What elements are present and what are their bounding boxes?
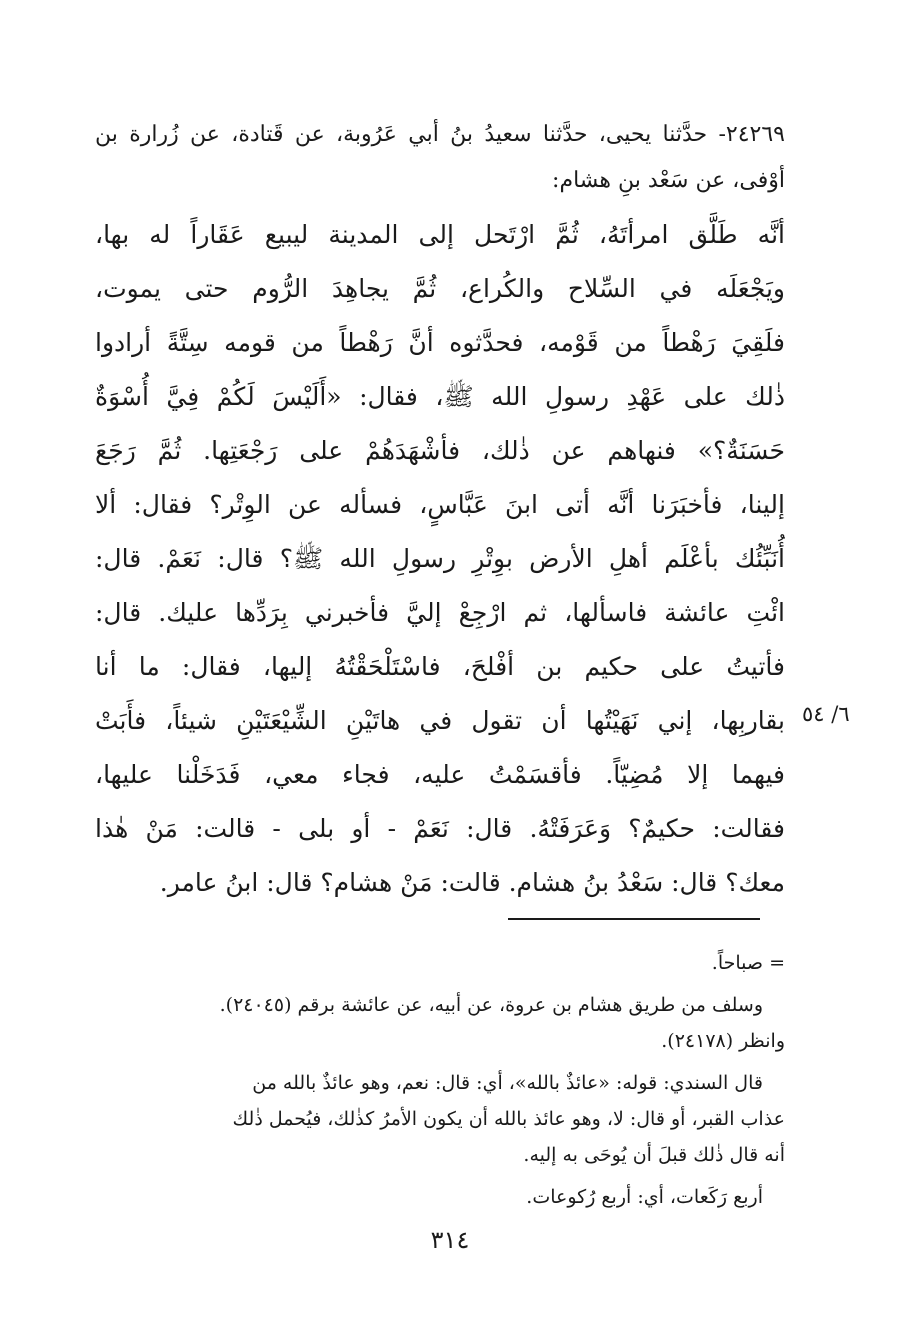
hadith-line: فقالت: حكيمٌ؟ وَعَرَفَتْهُ. قال: نَعَمْ - أو بلى - قالت: مَنْ هٰذا [95,814,785,843]
hadith-line: أُنَبِّئُك بأعْلَم أهلِ الأرض بوِتْرِ رسولِ الله ﷺ؟ قال: نَعَمْ. قال: [95,544,785,573]
hadith-line: معك؟ قال: سَعْدُ بنُ هشام. قالت: مَنْ هشام؟ قال: ابنُ عامر. [159,868,785,897]
footnote [95,1065,785,1173]
hadith-line: فأتيتُ على حكيم بن أفْلحَ، فاسْتَلْحَقْتُهُ إليها، فقال: ما أنا [95,652,785,681]
hadith-line: إلينا، فأخبَرَنا أنَّه أتى ابنَ عَبَّاسٍ، فسأله عن الوِتْر؟ فقال: ألا [95,490,785,519]
hadith-line: ذٰلك على عَهْدِ رسولِ الله ﷺ، فقال: «أَلَيْسَ لَكُمْ فِيَّ أُسْوَةٌ [95,382,785,411]
hadith-text [95,208,785,910]
footnotes [95,945,785,1215]
footnote [95,987,785,1059]
footnote [95,1179,785,1215]
footnote-line: أربع رَكَعات، أي: أربع رُكوعات. [526,1186,763,1208]
hadith-line: ويَجْعَلَه في السِّلاح والكُراع، ثُمَّ يجاهِدَ الرُّوم حتى يموت، [95,274,785,303]
hadith-isnad: ٢٤٢٦٩- حدَّثنا يحيى، حدَّثنا سعيدُ بنُ أبي عَرُوبة، عن قَتادة، عن زُرارة بن أوْفى، عن سَعْد بنِ هشام: [95,122,785,193]
hadith-line: فيهما إلا مُضِيّاً. فأقسَمْتُ عليه، فجاء معي، فَدَخَلْنا عليها، [95,760,785,789]
hadith-line: فلَقِيَ رَهْطاً من قَوْمه، فحدَّثوه أنَّ رَهْطاً من قومه سِتَّةً أرادوا [95,328,785,357]
hadith-line: حَسَنَةٌ؟» فنهاهم عن ذٰلك، فأشْهَدَهُمْ على رَجْعَتِها. ثُمَّ رَجَعَ [95,436,785,465]
footnote-line: قال السندي: قوله: «عائذٌ بالله»، أي: قال: نعم، وهو عائذٌ بالله من [252,1072,763,1094]
footnote-line: وسلف من طريق هشام بن عروة، عن أبيه، عن عائشة برقم (٢٤٠٤٥). [219,994,763,1016]
footnote-line: وانظر (٢٤١٧٨). [661,1030,785,1052]
hadith-line: أنَّه طَلَّق امرأتَهُ، ثُمَّ ارْتَحل إلى المدينة ليبيع عَقَاراً له بها، [95,220,785,249]
hadith-line: بقاربِها، إني نَهَيْتُها أن تقول في هاتَيْنِ الشِّيْعَتَيْنِ شيئاً، فأَبَتْ [95,706,785,735]
footnote-separator [508,918,760,920]
page-number: ٣١٤ [430,1226,470,1254]
footnote-continuation: = صباحاً. [711,952,785,974]
footnote-line: عذاب القبر، أو قال: لا، وهو عائذ بالله أن يكون الأمرُ كذٰلك، فيُحمل ذٰلك [232,1108,785,1130]
hadith-line: ائْتِ عائشة فاسألها، ثم ارْجِعْ إليَّ فأخبرني بِرَدِّها عليك. قال: [95,598,785,627]
margin-volume-page-reference: ٦/ ٥٤ [802,702,850,726]
footnote-line: أنه قال ذٰلك قبلَ أن يُوحَى به إليه. [523,1144,785,1166]
